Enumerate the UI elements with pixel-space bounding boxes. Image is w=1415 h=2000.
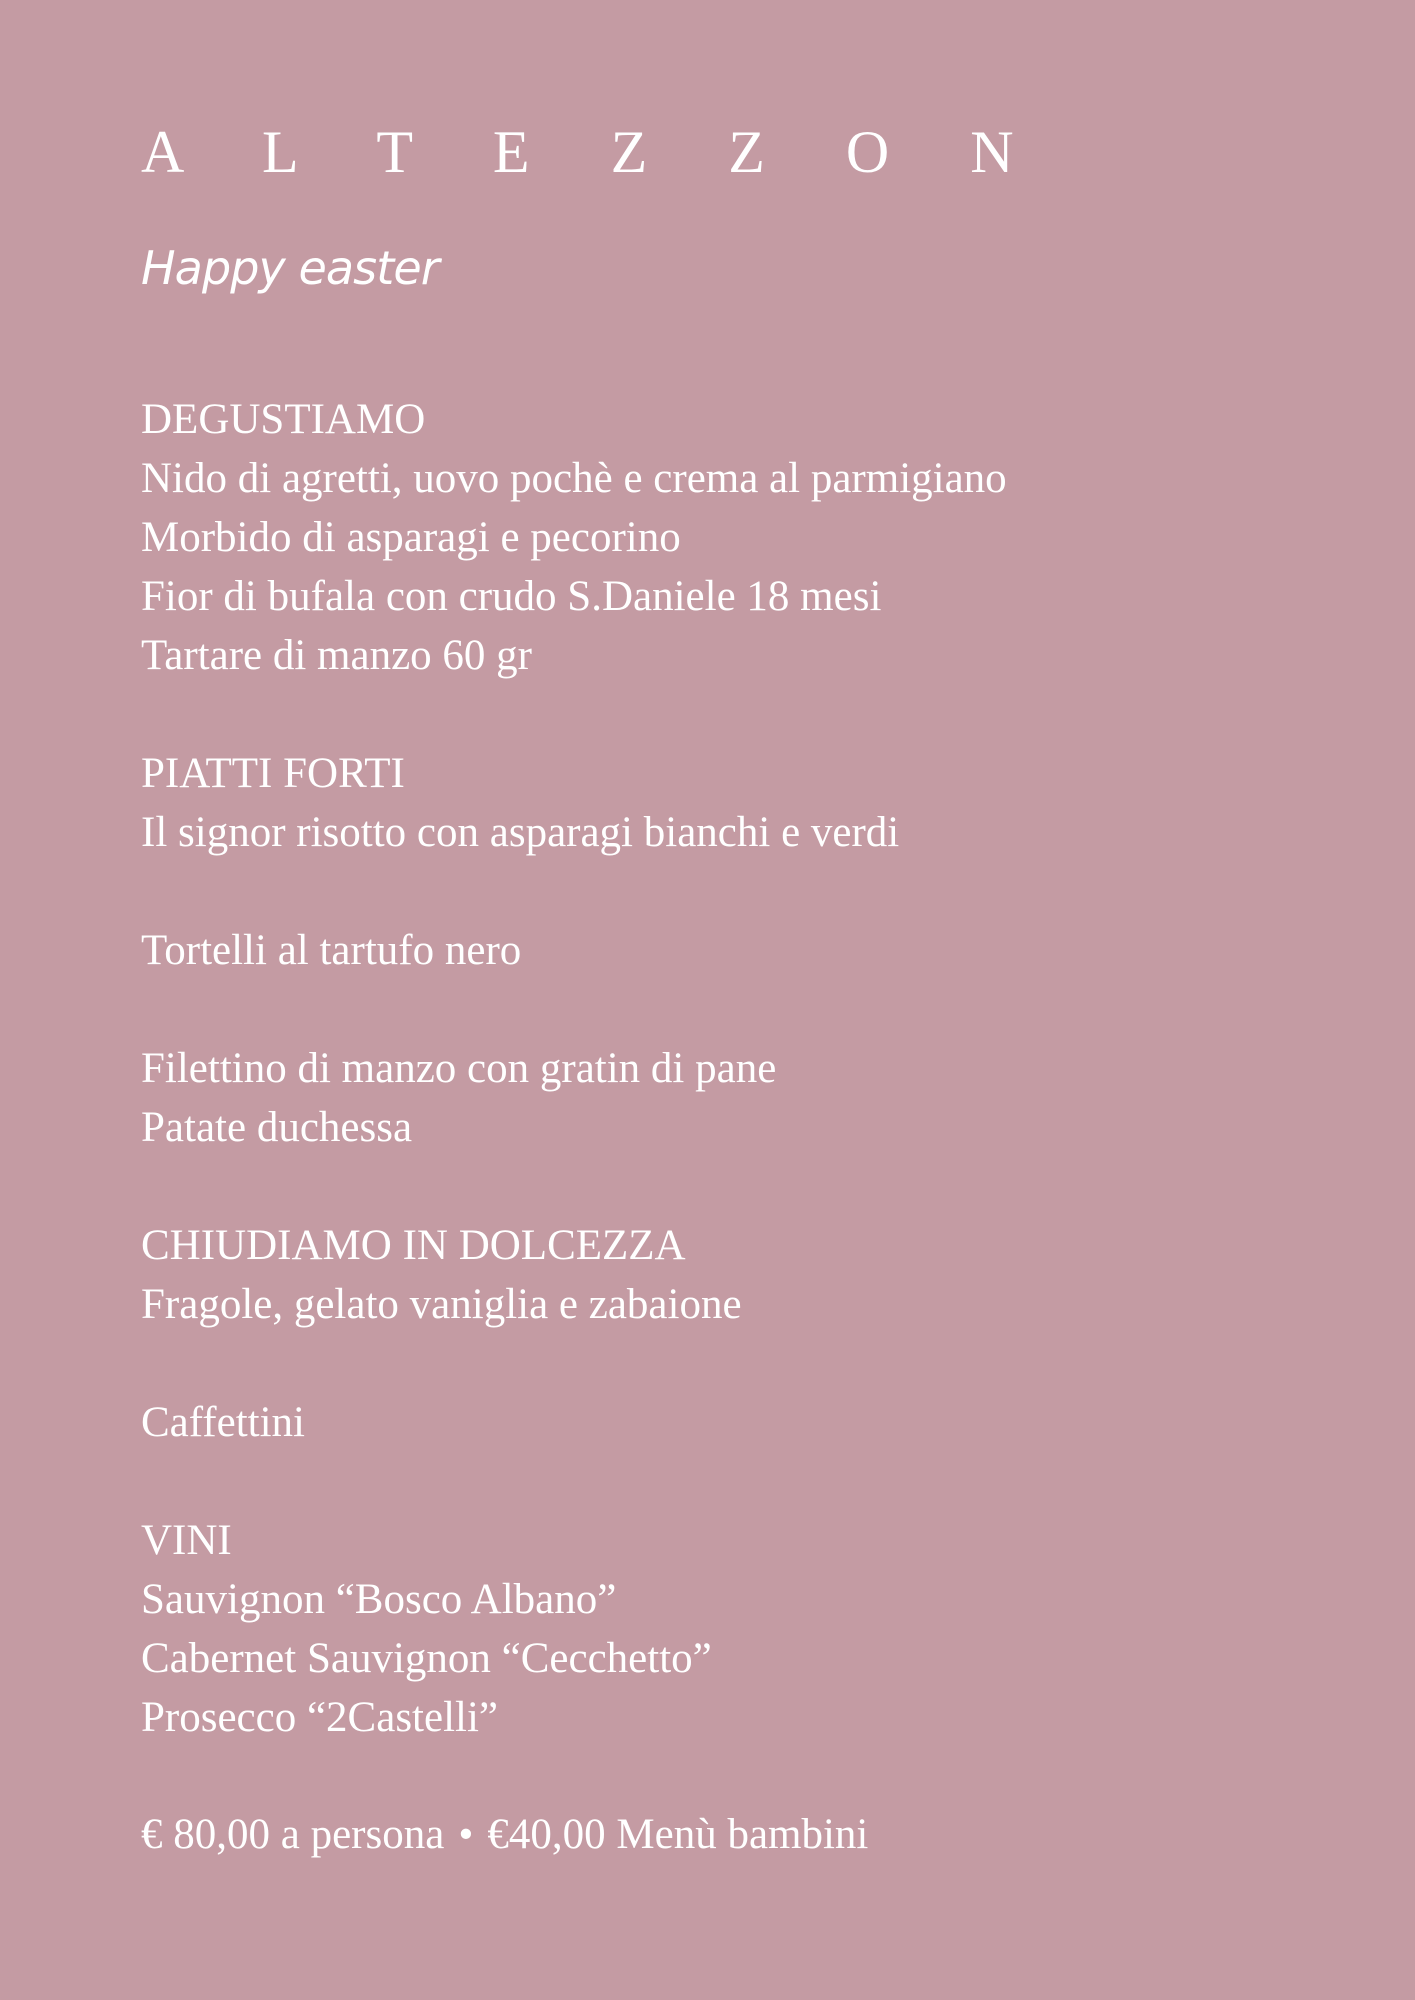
section-tortelli: [141, 921, 1007, 980]
menu-subtitle: Happy easter: [141, 241, 439, 295]
menu-item: Morbido di asparagi e pecorino: [141, 514, 681, 561]
section-heading: CHIUDIAMO IN DOLCEZZA: [141, 1222, 686, 1269]
section-degustiamo: [141, 390, 1007, 685]
section-piatti-forti: [141, 744, 1007, 862]
price-line: [141, 1805, 868, 1864]
adult-price: € 80,00 a persona: [141, 1811, 445, 1858]
section-heading: VINI: [141, 1517, 232, 1564]
section-caffettini: [141, 1393, 1007, 1452]
menu-item: Filettino di manzo con gratin di pane: [141, 1045, 777, 1092]
menu-item: Caffettini: [141, 1399, 306, 1446]
restaurant-name: A L T E Z Z O N: [141, 119, 1047, 185]
wine-item: Prosecco “2Castelli”: [141, 1694, 499, 1741]
menu-item: Patate duchessa: [141, 1104, 413, 1151]
children-price: €40,00 Menù bambini: [487, 1811, 869, 1858]
section-heading: DEGUSTIAMO: [141, 396, 426, 443]
menu-item: Tortelli al tartufo nero: [141, 927, 522, 974]
menu-item: Fior di bufala con crudo S.Daniele 18 mesi: [141, 573, 882, 620]
section-vini: [141, 1511, 1007, 1747]
section-heading: PIATTI FORTI: [141, 750, 405, 797]
menu-list: [141, 390, 1007, 1806]
menu-item: Il signor risotto con asparagi bianchi e verdi: [141, 809, 900, 856]
section-dolcezza: [141, 1216, 1007, 1334]
menu-item: Nido di agretti, uovo pochè e crema al parmigiano: [141, 455, 1007, 502]
bullet-separator: •: [458, 1811, 474, 1858]
menu-item: Fragole, gelato vaniglia e zabaione: [141, 1281, 742, 1328]
wine-item: Sauvignon “Bosco Albano”: [141, 1576, 617, 1623]
wine-item: Cabernet Sauvignon “Cecchetto”: [141, 1635, 712, 1682]
section-filettino: [141, 1039, 1007, 1157]
menu-item: Tartare di manzo 60 gr: [141, 632, 532, 679]
